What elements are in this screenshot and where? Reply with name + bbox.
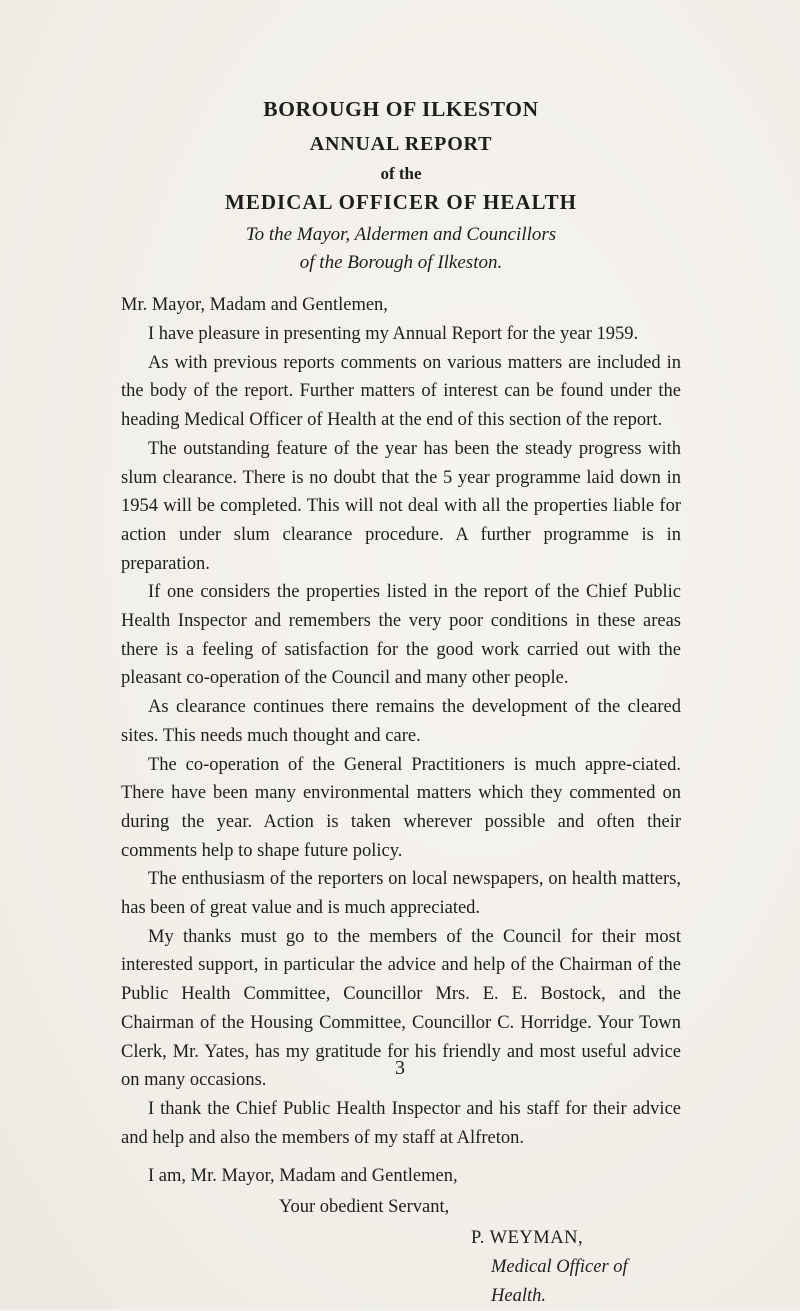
paragraph-7: The enthusiasm of the reporters on local newspapers, on health matters, has been of great value and is much appreciated. [121, 869, 681, 919]
page-number: 3 [395, 1057, 405, 1079]
paragraph-2: As with previous reports comments on various matters are included in the body of the report. Further matters of interest can be found under the heading Medical Officer of Health at the end of this section of the report. [121, 352, 681, 431]
paragraph-3: The outstanding feature of the year has been the steady progress with slum clearance. There is no doubt that the 5 year programme laid down in 1954 will be completed. This will not deal with all the properties liable for action under slum clearance procedure. A further programme is in preparation. [121, 438, 681, 574]
closing-line: I am, Mr. Mayor, Madam and Gentlemen, [148, 1166, 458, 1187]
signature-name: P. WEYMAN, [471, 1228, 584, 1249]
paragraph-1: I have pleasure in presenting my Annual Report for the year 1959. [148, 324, 639, 344]
borough-title: BOROUGH OF ILKESTON [263, 97, 539, 121]
address-line-2: of the Borough of Ilkeston. [299, 252, 503, 273]
salutation: Mr. Mayor, Madam and Gentlemen, [121, 295, 388, 315]
report-body [121, 96, 681, 1311]
annual-report-heading: ANNUAL REPORT [309, 133, 493, 155]
paragraph-9: I thank the Chief Public Health Inspector and his staff for their advice and help and also the members of my staff at Alfreton. [121, 1098, 681, 1148]
paragraph-4: If one considers the properties listed in the report of the Chief Public Health Inspector and remembers the very poor conditions in these areas there is a feeling of satisfaction for the good work carried out with the pleasant co-operation of the Council and many other people. [121, 582, 681, 689]
medical-officer-heading: MEDICAL OFFICER OF HEALTH [225, 190, 577, 214]
signature-title: Medical Officer of Health. [491, 1257, 628, 1307]
paragraph-6: The co-operation of the General Practitioners is much appre-ciated. There have been many environmental matters which they commented on during the year. Action is taken wherever possible and often their comments help to shape future policy. [121, 754, 681, 861]
of-the-heading: of the [380, 164, 422, 183]
paragraph-5: As clearance continues there remains the development of the cleared sites. This needs much thought and care. [121, 697, 681, 746]
closing-servant: Your obedient Servant, [279, 1197, 450, 1218]
paragraph-8: My thanks must go to the members of the Council for their most interested support, in particular the advice and help of the Chairman of the Public Health Committee, Councillor Mrs. E. E. Bostock, and the Chairman of the Housing Committee, Councillor C. Horridge. Your Town Clerk, Mr. Yates, has my gratitude for his friendly and most useful advice on many occasions. [121, 926, 681, 1091]
address-line-1: To the Mayor, Aldermen and Councillors [245, 224, 557, 245]
